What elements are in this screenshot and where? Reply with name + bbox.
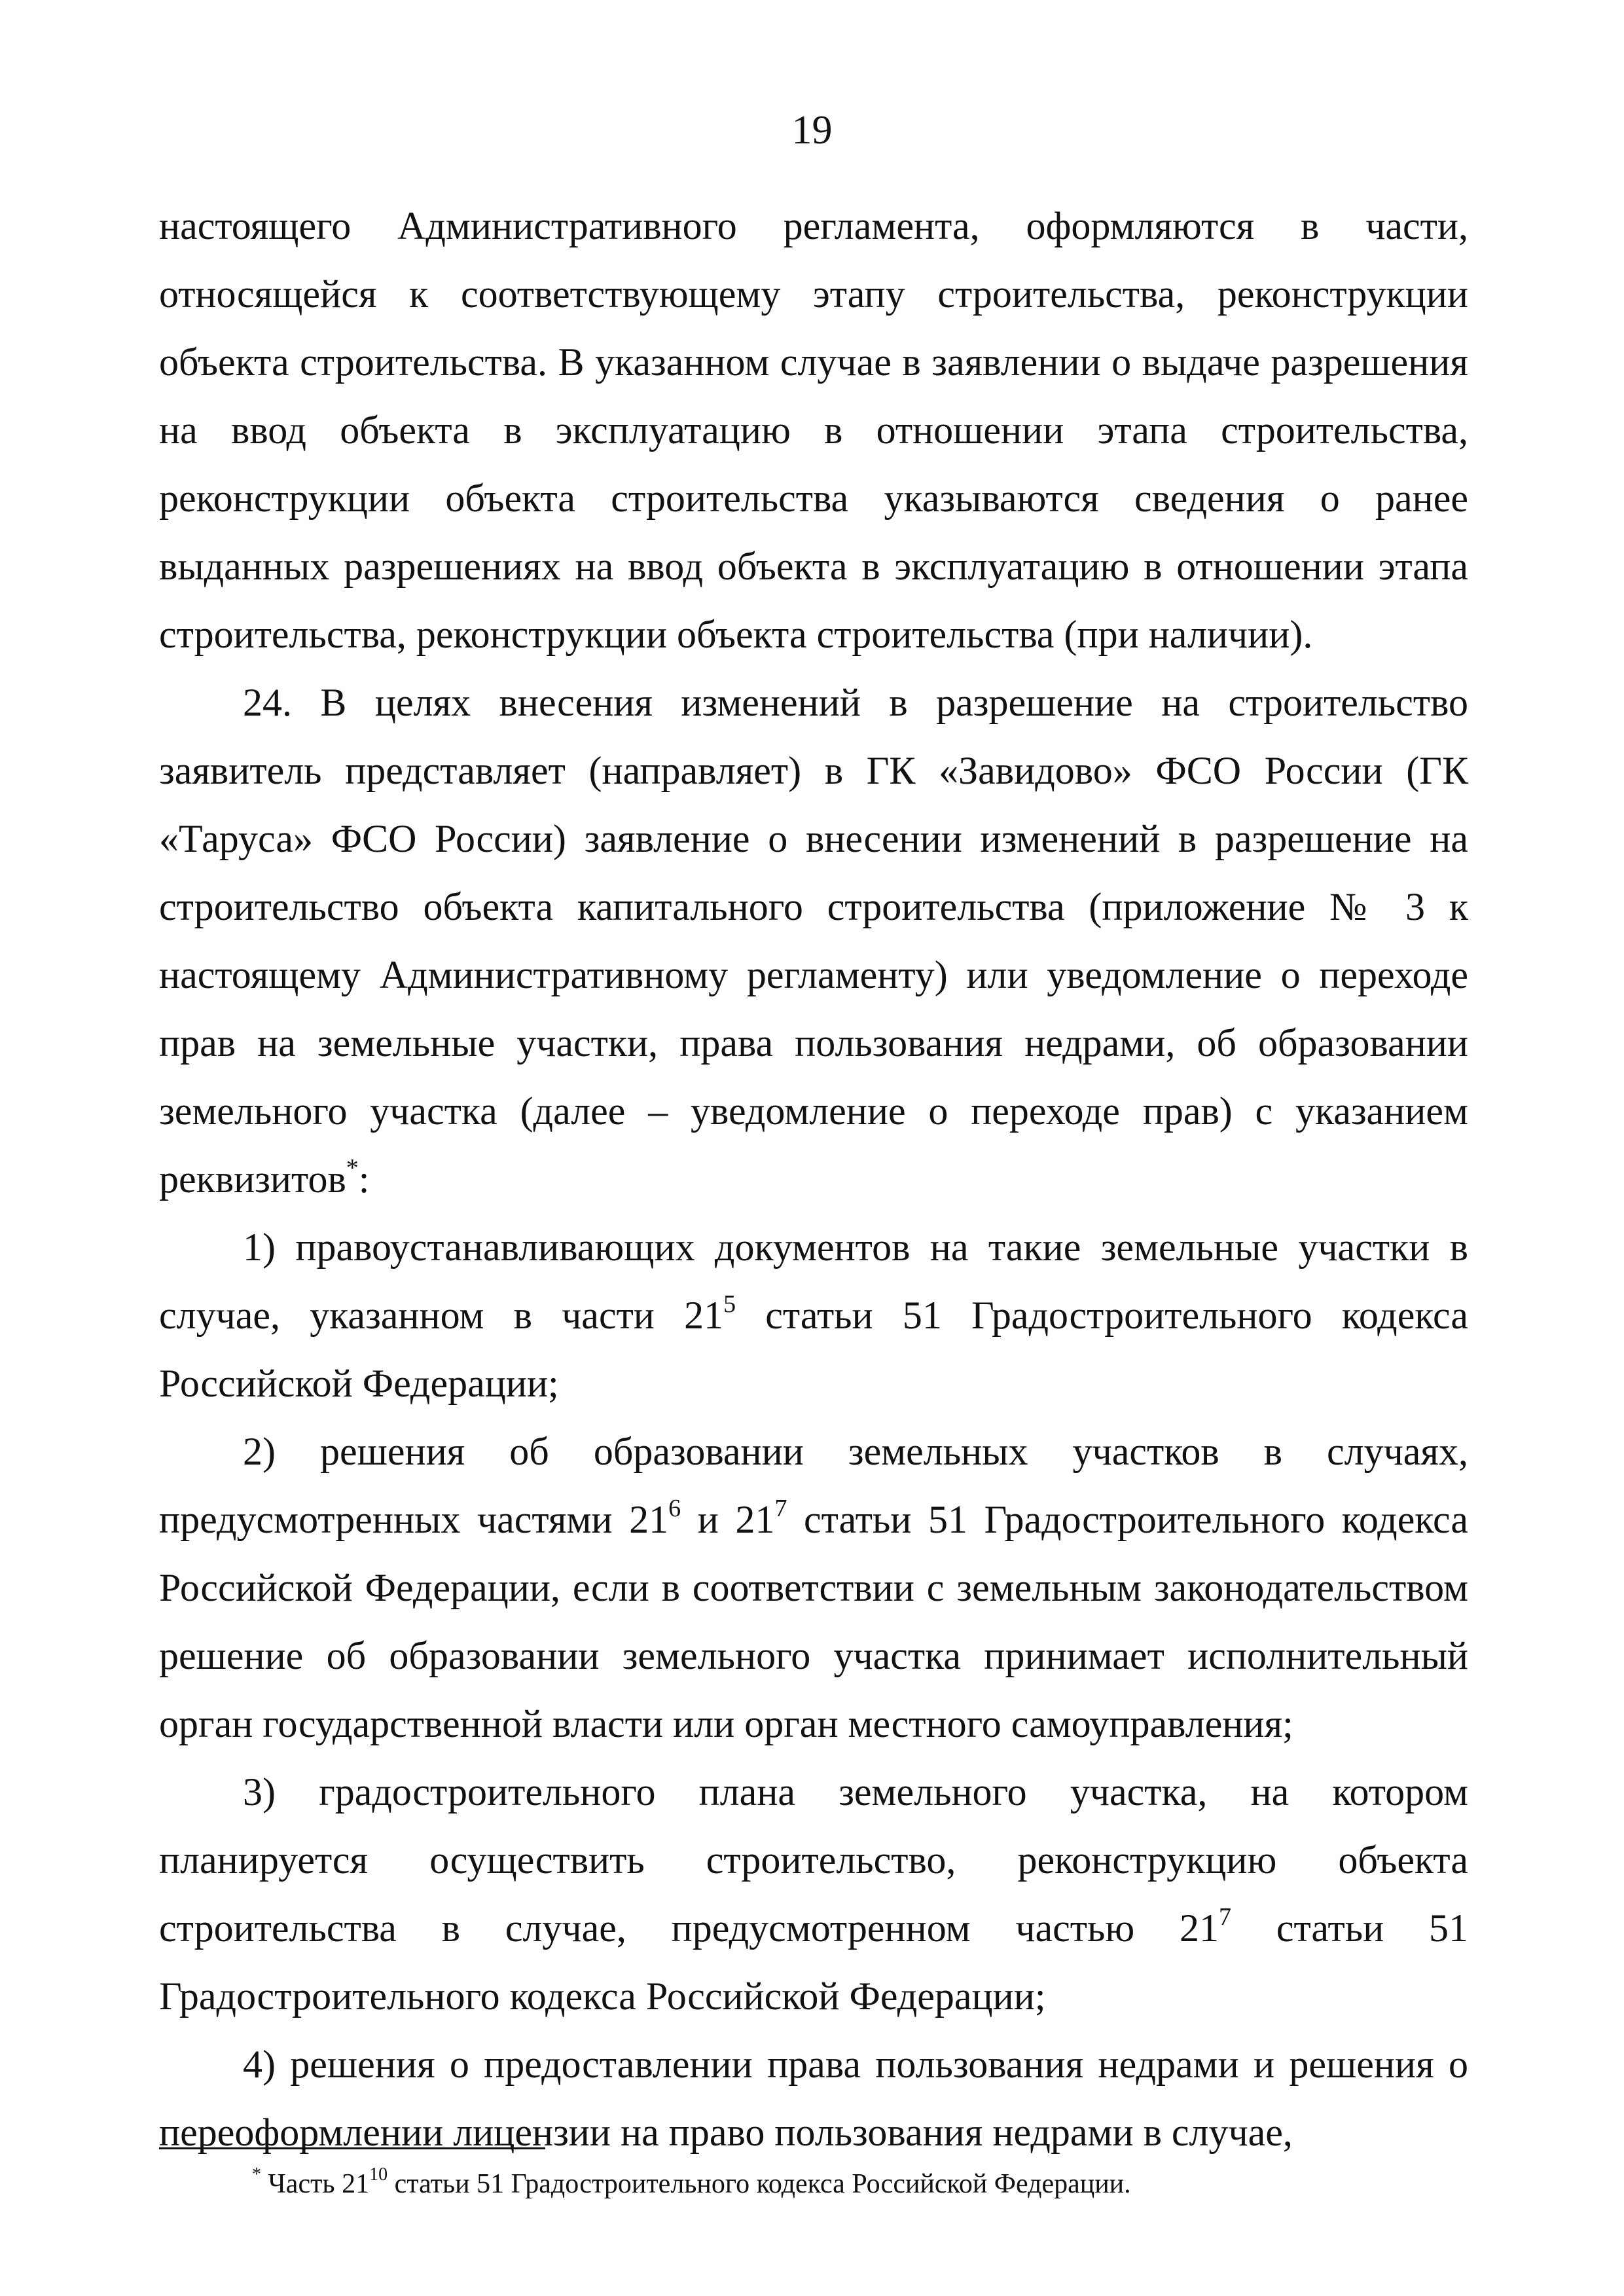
paragraph-item-24 — [159, 668, 1468, 1213]
text-segment: и 21 — [681, 1498, 775, 1541]
footnote-reference: * — [346, 1154, 359, 1182]
list-item-1 — [159, 1213, 1468, 1417]
paragraph-continuation — [159, 192, 1468, 668]
superscript: 5 — [723, 1290, 736, 1318]
text-segment: : — [358, 1157, 370, 1201]
page-number: 19 — [791, 108, 833, 153]
text-segment: статьи 51 Градостроительного кодекса Российской Федерации, если в соответствии с земельным законодательством решение об образовании земельного участка принимает исполнительный орган государственной власти или орган местного самоуправления; — [159, 1498, 1468, 1745]
footnote-marker: * — [252, 2164, 261, 2185]
text-segment: 4) решения о предоставлении права пользования недрами и решения о переоформлении лицензии на право пользования недрами в случае, — [159, 2043, 1468, 2154]
list-item-3 — [159, 1758, 1468, 2030]
text-segment: 3) градостроительного плана земельного участка, на котором планируется осуществить строительство, реконструкцию объекта строительства в случае, предусмотренном частью 21 — [159, 1770, 1468, 1950]
footnote — [252, 2164, 1131, 2204]
superscript: 7 — [774, 1495, 787, 1522]
superscript: 10 — [369, 2164, 388, 2185]
text-segment: 2) решения об образовании земельных участков в случаях, предусмотренных частями 21 — [159, 1430, 1468, 1541]
footnote-separator — [159, 2147, 545, 2149]
footnote-text: Часть 21 — [261, 2169, 370, 2199]
text-segment: 24. В целях внесения изменений в разрешение на строительство заявитель представляет (направляет) в ГК «Завидово» ФСО России (ГК «Таруса» ФСО России) заявление о внесении изменений в разрешение на строительство объекта капитального строительства (приложение № 3 к настоящему Административному регламенту) или уведомление о переходе прав на земельные участки, права пользования недрами, об образовании земельного участка (далее – уведомление о переходе прав) с указанием реквизитов — [159, 681, 1468, 1201]
text-segment: статьи 51 Градостроительного кодекса Российской Федерации; — [159, 1294, 1468, 1405]
superscript: 7 — [1219, 1903, 1232, 1931]
text-segment: 1) правоустанавливающих документов на такие земельные участки в случае, указанном в части 21 — [159, 1226, 1468, 1337]
footnote-text: статьи 51 Градостроительного кодекса Российской Федерации. — [388, 2169, 1131, 2199]
text-segment: статьи 51 Градостроительного кодекса Российской Федерации; — [159, 1906, 1468, 2018]
document-body — [159, 192, 1468, 2166]
list-item-4 — [159, 2030, 1468, 2166]
superscript: 6 — [668, 1495, 681, 1522]
text-segment: настоящего Административного регламента, оформляются в части, относящейся к соответствующему этапу строительства, реконструкции объекта строительства. В указанном случае в заявлении о выдаче разрешения на ввод объекта в эксплуатацию в отношении этапа строительства, реконструкции объекта строительства указываются сведения о ранее выданных разрешениях на ввод объекта в эксплуатацию в отношении этапа строительства, реконструкции объекта строительства (при наличии). — [159, 204, 1468, 656]
list-item-2 — [159, 1417, 1468, 1758]
